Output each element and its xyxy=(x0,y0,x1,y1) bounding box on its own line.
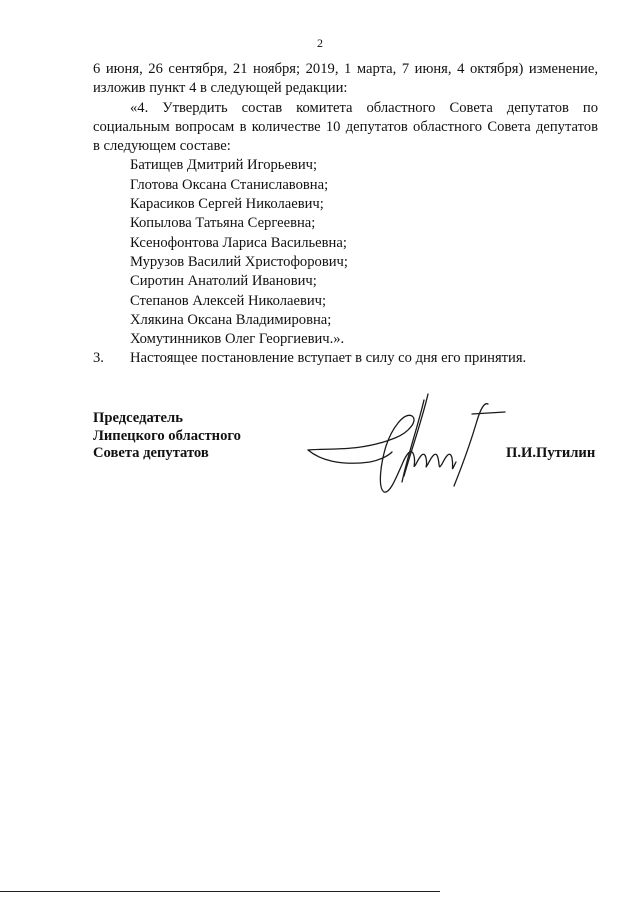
continuation-line-2: изложив пункт 4 в следующей редакции: xyxy=(93,80,348,97)
signatory-title-line-3: Совета депутатов xyxy=(93,445,209,461)
list-item: Копылова Татьяна Сергеевна; xyxy=(130,215,316,232)
signatory-name: П.И.Путилин xyxy=(506,445,596,461)
item4-line-2: социальным вопросам в количестве 10 депутатов областного Совета депутатов xyxy=(93,118,598,135)
list-item: Хомутинников Олег Георгиевич.». xyxy=(130,331,345,348)
signatory-title-line-2: Липецкого областного xyxy=(93,427,241,444)
list-item: Ксенофонтова Лариса Васильевна; xyxy=(130,234,347,251)
list-item: Глотова Оксана Станиславовна; xyxy=(130,176,329,193)
list-item: Мурузов Василий Христофорович; xyxy=(130,253,348,270)
handwritten-signature xyxy=(300,390,510,500)
footer-divider xyxy=(0,891,440,892)
signatory-title-line-1: Председатель xyxy=(93,410,183,426)
page-number: 2 xyxy=(317,36,323,50)
list-item: Батищев Дмитрий Игорьевич; xyxy=(130,157,318,174)
list-item: Степанов Алексей Николаевич; xyxy=(130,292,327,309)
signatory-title xyxy=(93,410,241,463)
item3-paragraph xyxy=(93,349,598,368)
document-body xyxy=(93,60,598,369)
list-item: Хлякина Оксана Владимировна; xyxy=(130,311,332,328)
item3-number: 3. xyxy=(93,350,104,367)
item4-line-3: в следующем составе: xyxy=(93,138,231,155)
list-item: Сиротин Анатолий Иванович; xyxy=(130,273,317,290)
member-list xyxy=(93,156,598,349)
continuation-line-1: 6 июня, 26 сентября, 21 ноября; 2019, 1 марта, 7 июня, 4 октября) изменение, xyxy=(93,61,598,77)
item3-text: Настоящее постановление вступает в силу со дня его принятия. xyxy=(130,350,527,367)
item4-line-1: «4. Утвердить состав комитета областного Совета депутатов по xyxy=(130,99,598,116)
list-item: Карасиков Сергей Николаевич; xyxy=(130,196,324,213)
